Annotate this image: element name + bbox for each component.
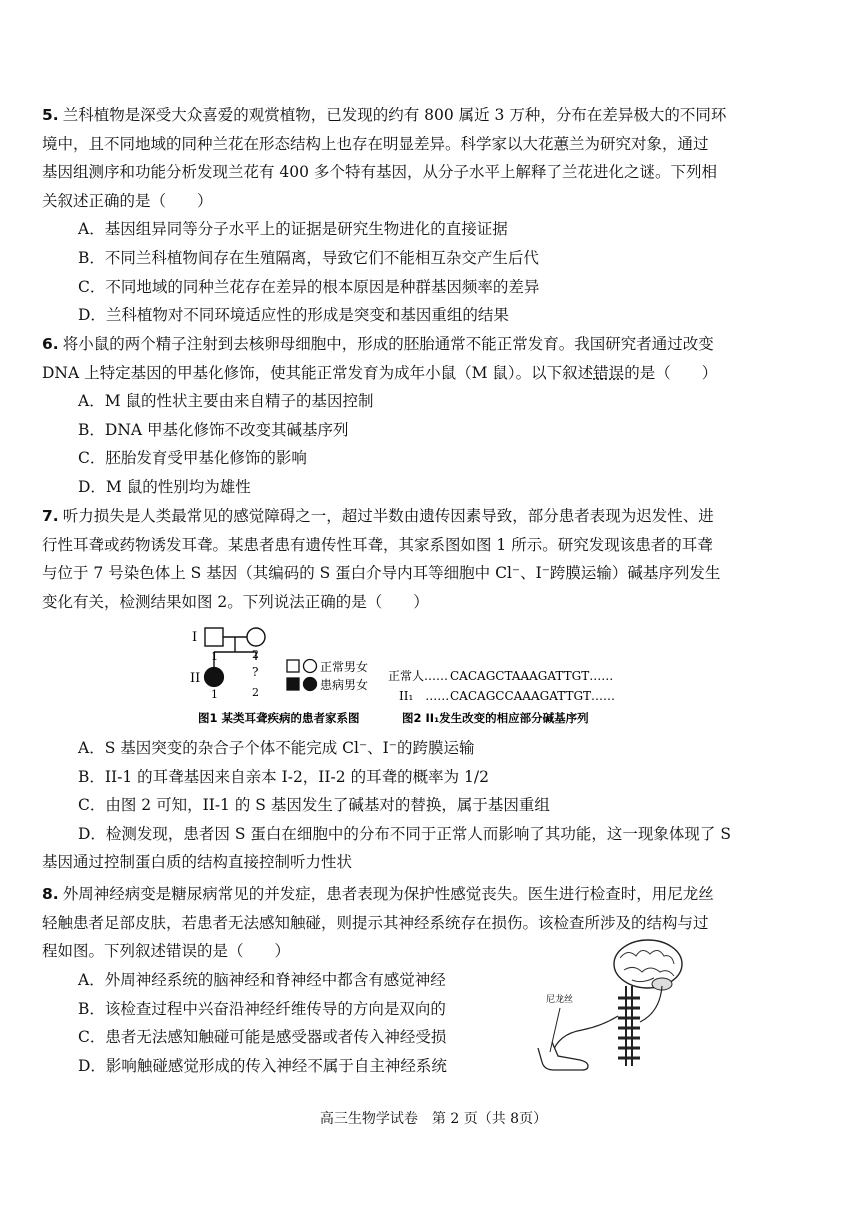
question-8-stem-line <box>42 880 832 909</box>
sequence-label: 正常人…… <box>388 669 449 683</box>
stem-text: 外周神经病变是糖尿病常见的并发症，患者表现为保护性感觉丧失。医生进行检查时，用尼龙丝 <box>62 885 714 903</box>
stem-text: 听力损失是人类最常见的感觉障碍之一，超过半数由遗传因素导致，部分患者表现为迟发性、进 <box>62 507 714 525</box>
individual-number: 2 <box>252 686 259 699</box>
stem-text: 兰科植物是深受大众喜爱的观赏植物，已发现的约有 800 属近 3 万种，分布在差异极大的不同环 <box>62 106 727 124</box>
question-number: 6. <box>42 335 59 353</box>
generation-label: I <box>192 630 198 645</box>
question-8-options <box>42 966 502 1080</box>
figure-label: 尼龙丝 <box>546 995 574 1005</box>
spinal-cord-icon <box>618 986 640 1066</box>
question-number: 7. <box>42 507 59 525</box>
option-c: C．不同地域的同种兰花存在差异的根本原因是种群基因频率的差异 <box>78 277 540 296</box>
option-a: A．S 基因突变的杂合子个体不能完成 Cl⁻、I⁻的跨膜运输 <box>78 739 475 757</box>
option-a: A．外周神经系统的脑神经和脊神经中都含有感觉神经 <box>78 971 446 989</box>
question-7-stem-line: 与位于 7 号染色体上 S 基因（其编码的 S 蛋白介导内耳等细胞中 Cl⁻、I⁻跨膜运输）碱基序列发生 <box>42 564 721 583</box>
legend-female-normal <box>304 660 317 673</box>
legend-label: 正常男女 <box>320 660 369 674</box>
pedigree-female-normal <box>247 628 265 646</box>
question-7 <box>42 502 832 616</box>
question-5-stem-line: 境中，且不同地域的同种兰花在形态结构上也存在明显差异。科学家以大花蕙兰为研究对象，通过 <box>42 134 709 153</box>
sequence-patient: CACAGCCAAAGATTGT…… <box>450 689 616 703</box>
brain-icon <box>614 940 682 990</box>
question-6-stem-line <box>42 359 832 388</box>
figure-caption: 图1 某类耳聋疾病的患者家系图 <box>198 711 360 725</box>
question-6-stem-line <box>42 330 832 359</box>
option-d: D．M 鼠的性别均为雄性 <box>78 477 251 496</box>
question-7-stem-line: 变化有关，检测结果如图 2。下列说法正确的是（ ） <box>42 592 429 611</box>
option-c: C．由图 2 可知，II-1 的 S 基因发生了碱基对的替换，属于基因重组 <box>78 796 550 815</box>
stem-text: 将小鼠的两个精子注射到去核卵母细胞中，形成的胚胎通常不能正常发育。我国研究者通过改变 <box>62 335 714 353</box>
stem-text: 的是（ ） <box>624 363 718 382</box>
generation-label: II <box>190 671 201 686</box>
option-c: C．患者无法感知触碰可能是感受器或者传入神经受损 <box>78 1028 447 1047</box>
question-5-stem-line <box>42 101 832 130</box>
question-5-stem-line: 关叙述正确的是（ ） <box>42 191 213 210</box>
question-7-stem-line <box>42 502 832 531</box>
option-b: B．不同兰科植物间存在生殖隔离，导致它们不能相互杂交产生后代 <box>78 248 539 267</box>
nylon-filament <box>550 1008 560 1052</box>
question-5-stem-line: 基因组测序和功能分析发现兰花有 400 多个特有基因，从分子水平上解释了兰花进化之谜。下列相 <box>42 163 717 182</box>
option-d: D．检测发现，患者因 S 蛋白在细胞中的分布不同于正常人而影响了其功能，这一现象体现了 S <box>78 824 731 843</box>
legend-female-affected <box>304 678 317 691</box>
question-number: 8. <box>42 885 59 903</box>
sensory-nerve <box>552 1016 618 1054</box>
pedigree-male-normal <box>205 628 223 646</box>
option-d: D．兰科植物对不同环境适应性的形成是突变和基因重组的结果 <box>78 306 509 325</box>
sequence-normal: CACAGCTAAAGATTGT…… <box>450 669 614 683</box>
individual-number: 2 <box>252 648 259 661</box>
legend-male-affected <box>287 678 299 690</box>
option-c: C．胚胎发育受甲基化修饰的影响 <box>78 449 307 468</box>
option-d-continued: 基因通过控制蛋白质的结构直接控制听力性状 <box>42 853 353 872</box>
question-8-stem-line: 轻触患者足部皮肤，若患者无法感知触碰，则提示其神经系统存在损伤。该检查所涉及的结构与过 <box>42 913 709 932</box>
pedigree-female-affected <box>205 668 224 687</box>
question-5 <box>42 101 832 330</box>
option-a: A．M 鼠的性状主要由来自精子的基因控制 <box>78 392 374 411</box>
pedigree-and-sequence-figure <box>180 620 650 732</box>
legend-label: 患病男女 <box>320 678 369 692</box>
emphasis-word: 错误 <box>593 363 625 382</box>
option-a: A．基因组异同等分子水平上的证据是研究生物进化的直接证据 <box>78 220 508 239</box>
foot-icon <box>538 1042 588 1070</box>
nerve-pathway-figure <box>520 936 700 1081</box>
option-b: B．DNA 甲基化修饰不改变其碱基序列 <box>78 420 349 439</box>
question-8 <box>42 880 832 966</box>
question-number: 5. <box>42 106 59 124</box>
individual-number: 1 <box>211 650 218 663</box>
individual-number: 1 <box>211 688 218 701</box>
legend-male-normal <box>287 660 299 672</box>
question-7-stem-line: 行性耳聋或药物诱发耳聋。某患者患有遗传性耳聋，其家系图如图 1 所示。研究发现该患者的耳聋 <box>42 535 713 554</box>
option-d: D．影响触碰感觉形成的传入神经不属于自主神经系统 <box>78 1056 447 1075</box>
sequence-label: II₁ …… <box>399 689 450 703</box>
page-footer: 高三生物学试卷 第 2 页（共 8页） <box>319 1111 548 1127</box>
question-6 <box>42 330 832 502</box>
unknown-mark: ? <box>252 665 259 679</box>
ascending-nerve <box>640 986 662 1022</box>
option-b: B．该检查过程中兴奋沿神经纤维传导的方向是双向的 <box>78 999 446 1018</box>
question-8-stem-line: 程如图。下列叙述错误的是（ ） <box>42 942 291 961</box>
stem-text: DNA 上特定基因的甲基化修饰，使其能正常发育为成年小鼠（M 鼠）。以下叙述 <box>42 363 594 382</box>
question-7-options <box>42 734 832 877</box>
option-b: B．II-1 的耳聋基因来自亲本 I-2，II-2 的耳聋的概率为 1/2 <box>78 767 489 786</box>
figure-caption: 图2 II₁发生改变的相应部分碱基序列 <box>402 711 589 725</box>
